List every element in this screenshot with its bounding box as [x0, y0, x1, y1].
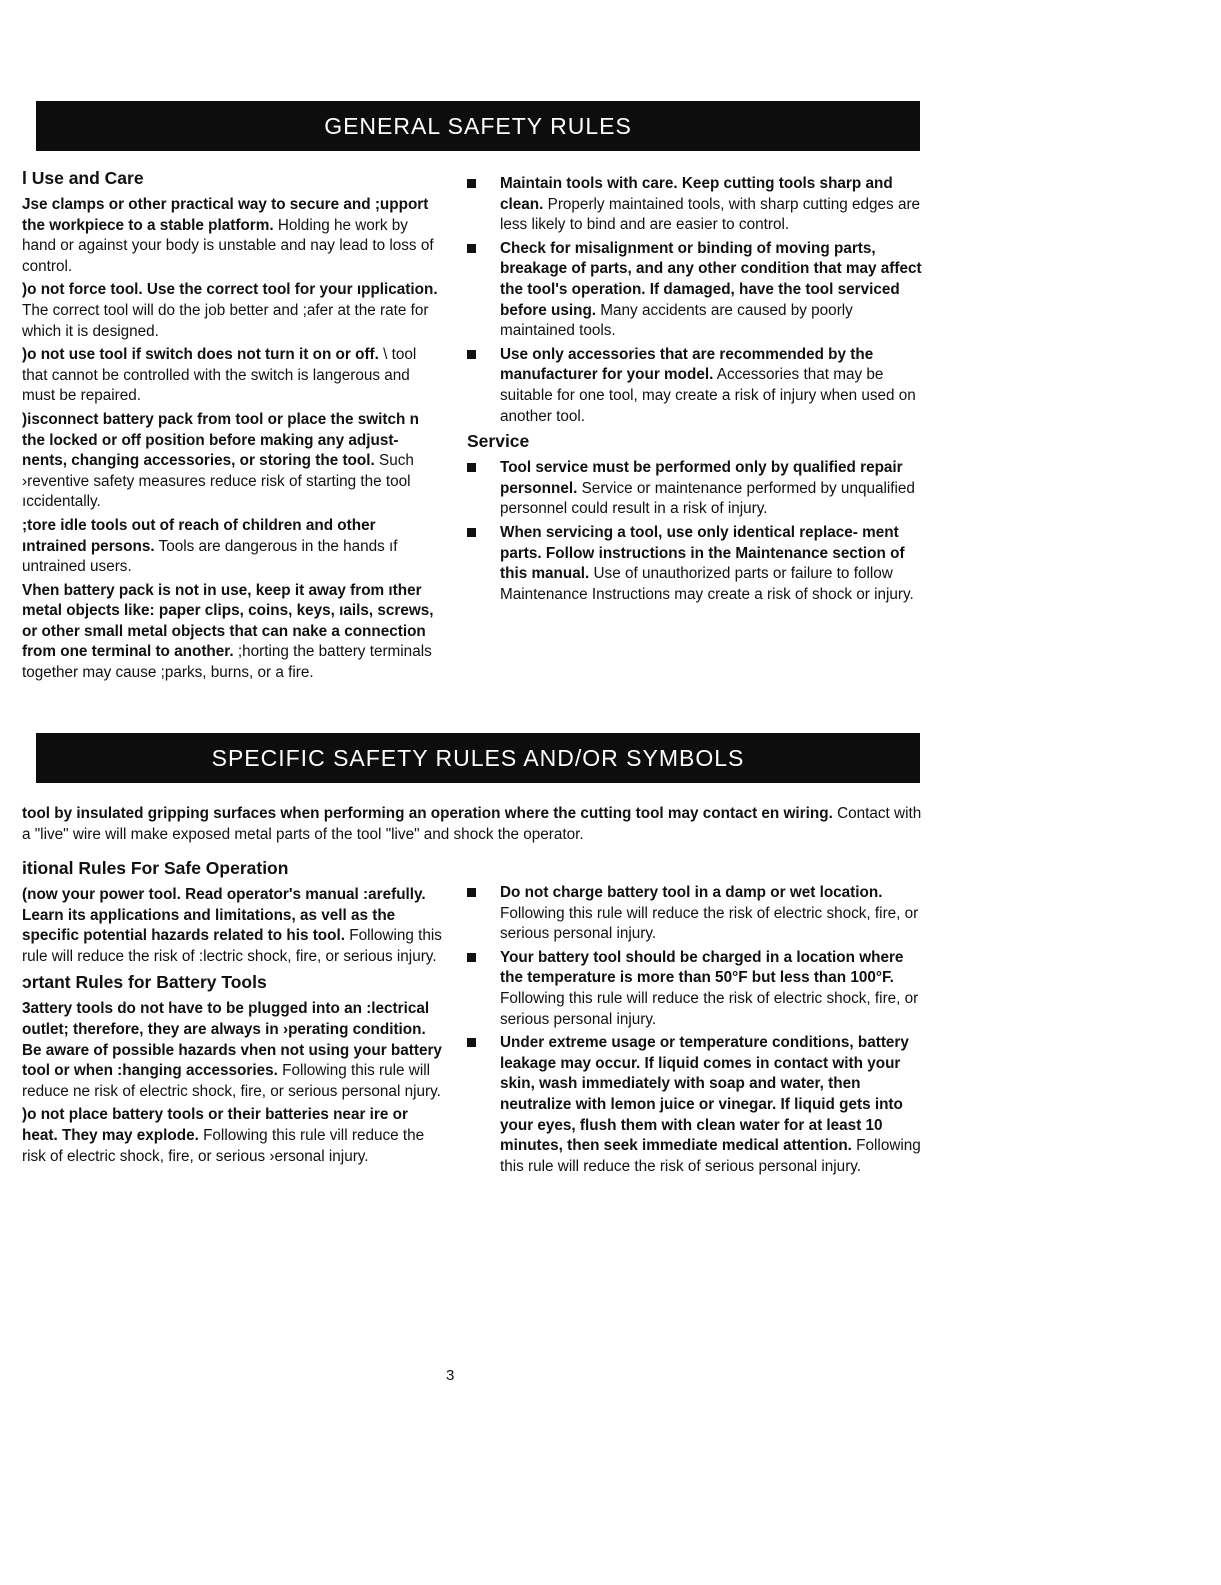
- battery-rules-heading: ɔrtant Rules for Battery Tools: [22, 972, 267, 993]
- bullet-square-icon: [467, 528, 476, 537]
- rule-paragraph: )o not use tool if switch does not turn it on or off. \ tool that cannot be controlled with the switch is langerous and must be repaired.: [22, 346, 417, 405]
- bullet-item: Under extreme usage or temperature conditions, battery leakage may occur. If liquid comes in contact with your skin, wash immediately with soap and water, then neutralize with lemon juice or vinegar. If liquid gets into your eyes, flush them with clean water for at least 10 minutes, then seek immediate medical attention. Following this rule will reduce the risk of serious personal injury.: [467, 1033, 922, 1177]
- rule-paragraph: tool by insulated gripping surfaces when performing an operation where the cutting tool may contact en wiring. Contact with a "live" wire will make exposed metal parts of the tool "live" and shock the operator.: [22, 805, 922, 843]
- rule-paragraph: 3attery tools do not have to be plugged into an :lectrical outlet; therefore, they are always in ›perating condition. Be aware of possible hazards vhen not using your battery tool or when :hanging accessories. Following this rule will reduce ne risk of electric shock, fire, or serious personal njury.: [22, 1000, 442, 1100]
- battery-charging-column: [467, 883, 922, 1180]
- bullet-square-icon: [467, 463, 476, 472]
- additional-rules-column: [22, 857, 442, 1170]
- bullet-square-icon: [467, 953, 476, 962]
- use-and-care-column: [22, 167, 442, 687]
- rule-paragraph: Jse clamps or other practical way to secure and ;upport the workpiece to a stable platform. Holding he work by hand or against your body is unstable and nay lead to loss of control.: [22, 196, 434, 275]
- bullet-square-icon: [467, 350, 476, 359]
- specific-safety-rules-banner: SPECIFIC SAFETY RULES AND/OR SYMBOLS: [36, 733, 920, 783]
- rule-paragraph: )o not place battery tools or their batteries near ire or heat. They may explode. Following this rule vill reduce the risk of electric shock, fire, or serious ›ersonal injury.: [22, 1106, 425, 1165]
- rule-paragraph: Vhen battery pack is not in use, keep it away from ıther metal objects like: paper clips, coins, keys, ıails, screws, or other small metal objects that can nake a connection from one terminal to another. ;horting the battery terminals together may cause ;parks, burns, or a fire.: [22, 581, 434, 682]
- bullet-item: Tool service must be performed only by qualified repair personnel. Service or maintenance performed by unqualified personnel could result in a risk of injury.: [467, 458, 922, 520]
- additional-rules-heading: itional Rules For Safe Operation: [22, 858, 289, 878]
- bullet-item: When servicing a tool, use only identical replace- ment parts. Follow instructions in the Maintenance section of this manual. Use of unauthorized parts or failure to follow Maintenance Instructions may create a risk of shock or injury.: [467, 523, 922, 605]
- insulated-grip-warning: [22, 804, 922, 848]
- bullet-square-icon: [467, 888, 476, 897]
- rule-paragraph: ;tore idle tools out of reach of children and other ıntrained persons. Tools are dangerous in the hands ıf untrained users.: [22, 516, 398, 576]
- bullet-item: Maintain tools with care. Keep cutting tools sharp and clean. Properly maintained tools, with sharp cutting edges are less likely to bind and are easier to control.: [467, 174, 922, 236]
- rule-paragraph: )isconnect battery pack from tool or place the switch n the locked or off position before making any adjust- nents, changing accessories, or storing the tool. Such ›reventive safety measures reduce risk of starting the tool ıccidentally.: [22, 410, 419, 511]
- bullet-square-icon: [467, 244, 476, 253]
- bullet-item: Check for misalignment or binding of moving parts, breakage of parts, and any other condition that may affect the tool's operation. If damaged, have the tool serviced before using. Many accidents are caused by poorly maintained tools.: [467, 239, 922, 342]
- bullet-square-icon: [467, 1038, 476, 1047]
- service-heading: Service: [467, 431, 530, 452]
- bullet-item: Do not charge battery tool in a damp or wet location. Following this rule will reduce the risk of electric shock, fire, or serious personal injury.: [467, 883, 922, 945]
- page-number: 3: [446, 1367, 455, 1384]
- rule-paragraph: (now your power tool. Read operator's manual :arefully. Learn its applications and limitations, as vell as the specific potential hazards related to his tool. Following this rule will reduce the risk of :lectric shock, fire, or serious injury.: [22, 886, 442, 965]
- use-and-care-heading: l Use and Care: [22, 168, 144, 188]
- bullet-square-icon: [467, 179, 476, 188]
- general-safety-rules-banner: GENERAL SAFETY RULES: [36, 101, 920, 151]
- bullet-item: Your battery tool should be charged in a location where the temperature is more than 50°F but less than 100°F. Following this rule will reduce the risk of electric shock, fire, or serious personal injury.: [467, 948, 922, 1030]
- maintenance-column: [467, 174, 922, 608]
- rule-paragraph: )o not force tool. Use the correct tool for your ıpplication. The correct tool will do the job better and ;afer at the rate for which it is designed.: [22, 281, 438, 340]
- bullet-item: Use only accessories that are recommended by the manufacturer for your model. Accessories that may be suitable for one tool, may create a risk of injury when used on another tool.: [467, 345, 922, 427]
